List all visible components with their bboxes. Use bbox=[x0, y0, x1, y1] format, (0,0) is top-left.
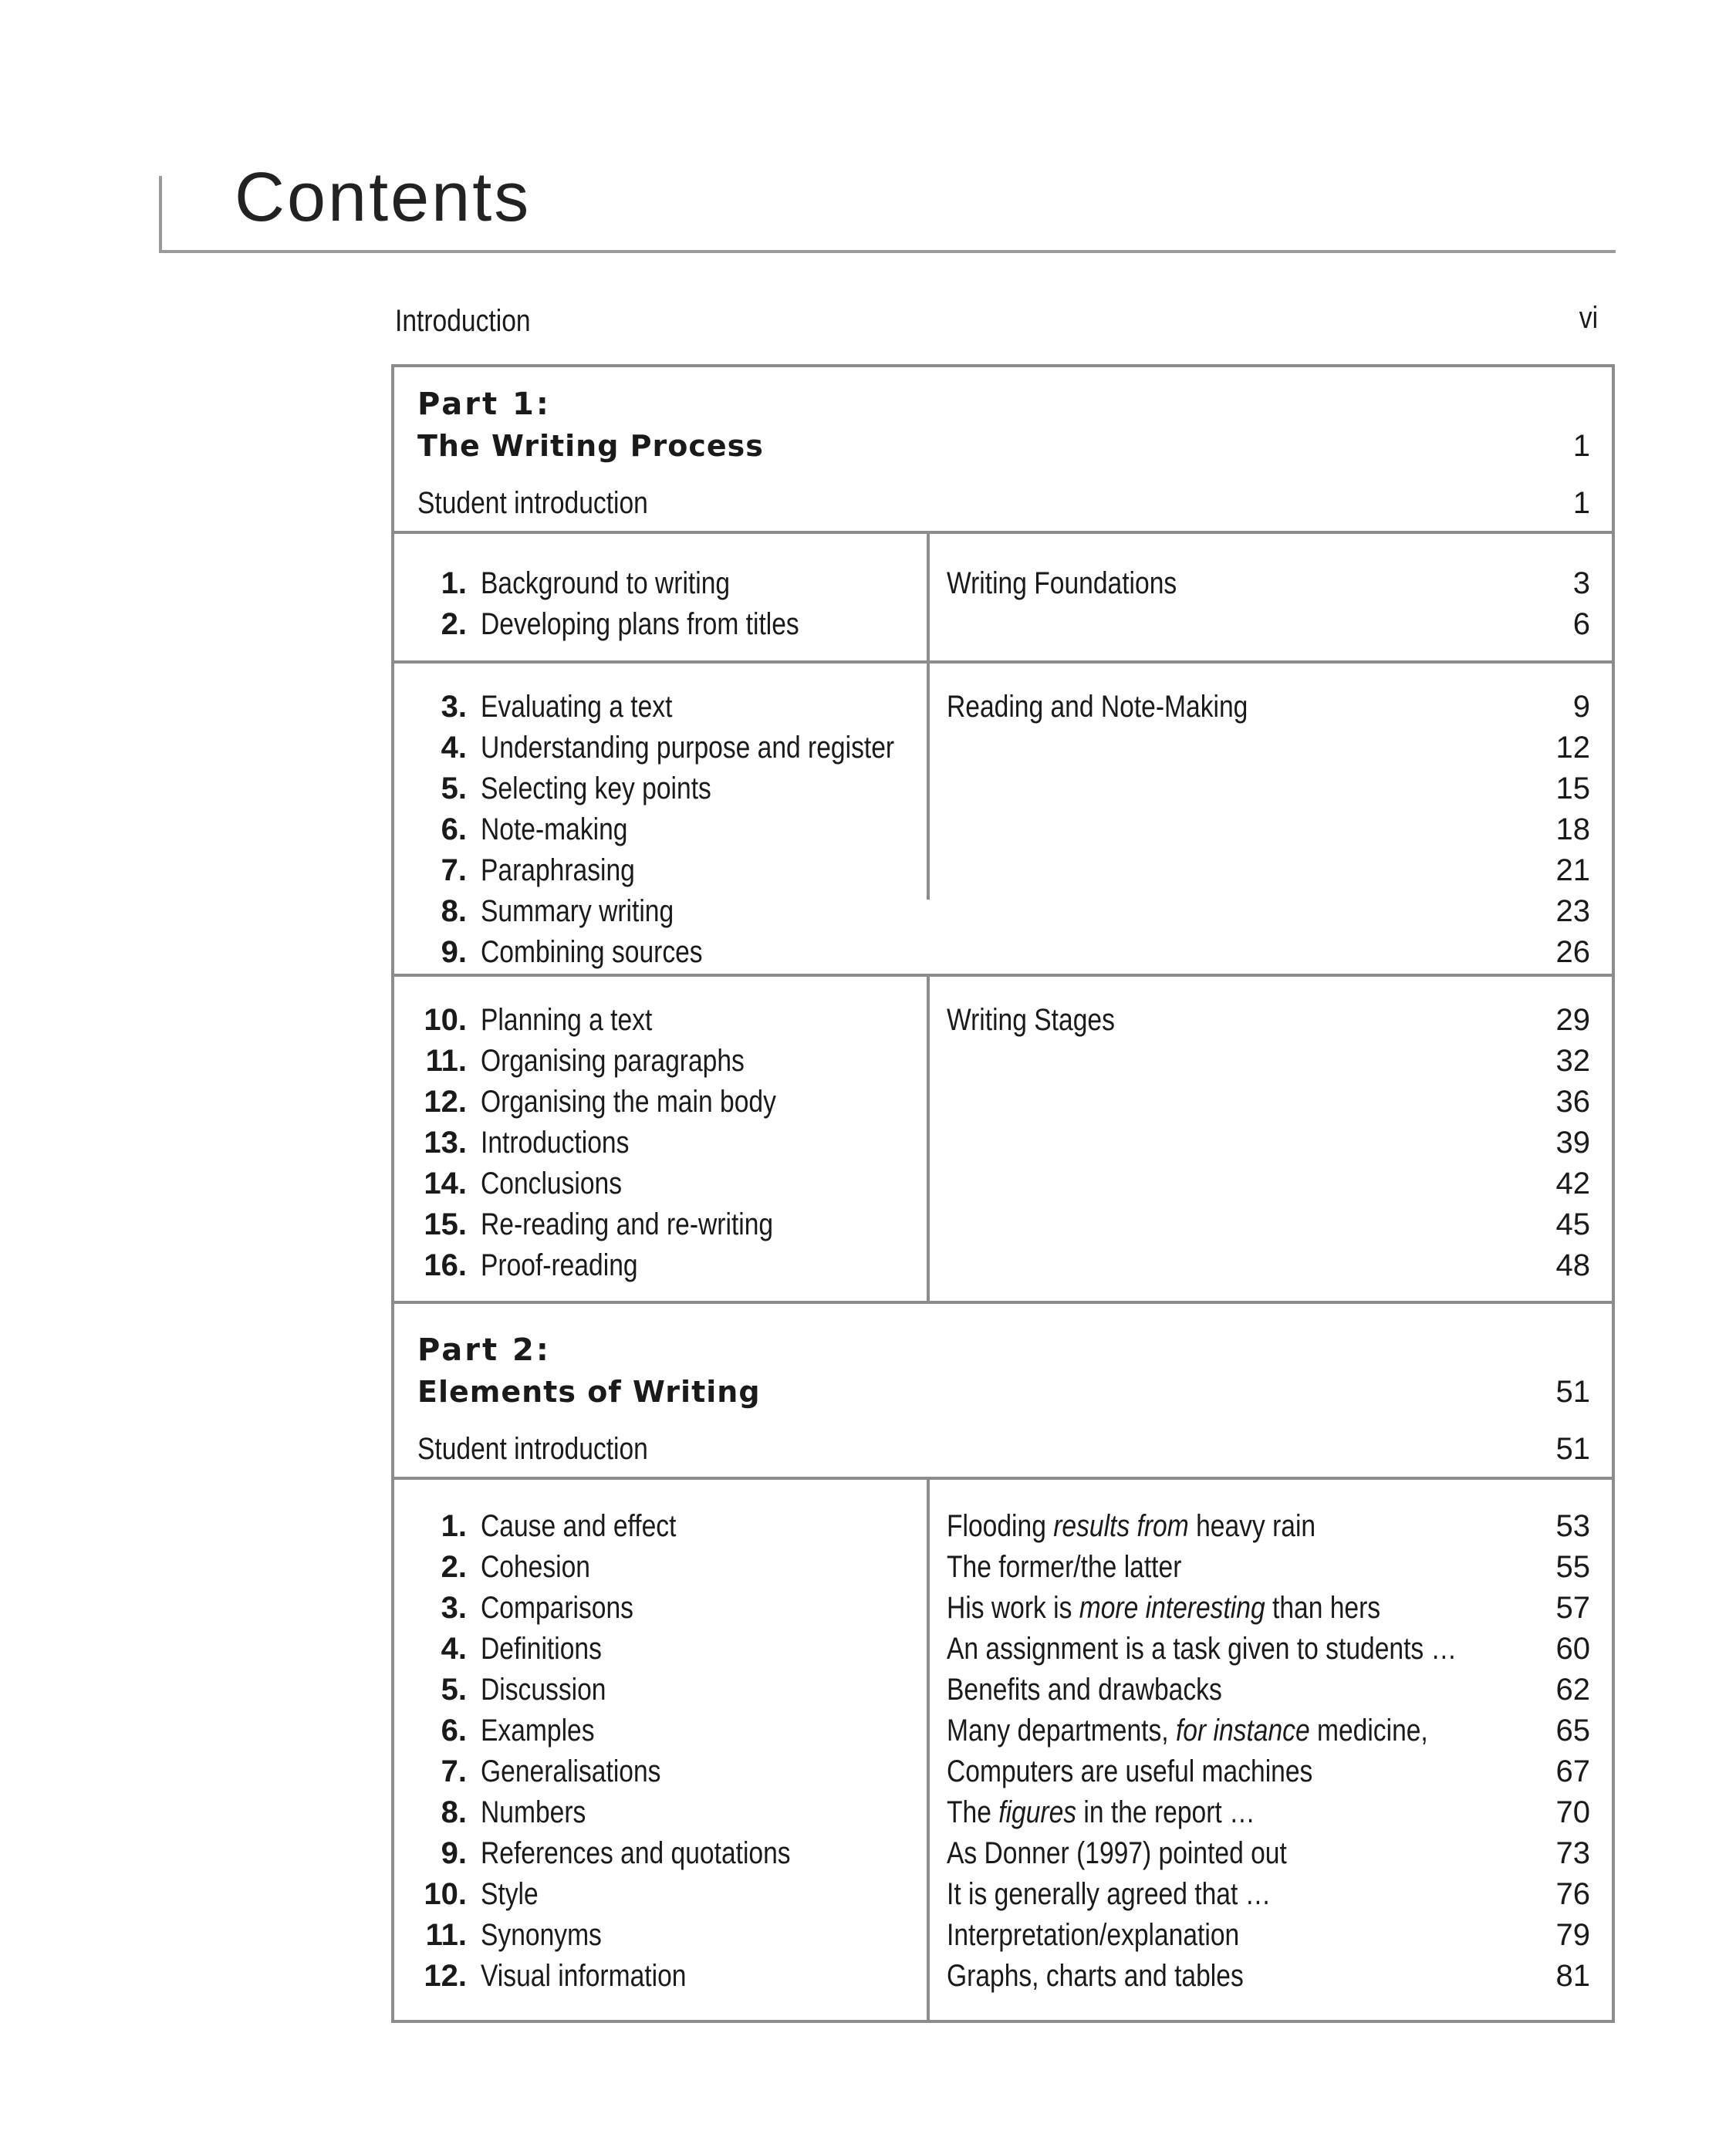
part1-student-intro-page: 1 bbox=[1572, 486, 1590, 520]
toc-row[interactable] bbox=[394, 932, 1612, 973]
chapter-page: 21 bbox=[1555, 853, 1590, 887]
chapter-page: 42 bbox=[1555, 1167, 1590, 1201]
toc-row[interactable] bbox=[394, 1506, 1612, 1547]
chapter-title: Conclusions bbox=[481, 1167, 623, 1201]
toc-row[interactable] bbox=[394, 768, 1612, 809]
chapter-number: 3. bbox=[441, 1591, 467, 1625]
chapter-title: Paraphrasing bbox=[481, 853, 635, 887]
heading-rule-vertical bbox=[159, 176, 162, 253]
toc-row[interactable] bbox=[394, 1751, 1612, 1792]
example-text: His work is bbox=[947, 1591, 1079, 1625]
chapter-title: Visual information bbox=[481, 1959, 687, 1993]
example-emphasis: for instance bbox=[1175, 1714, 1310, 1748]
chapter-title: Understanding purpose and register bbox=[481, 731, 895, 765]
theme-label: Writing Foundations bbox=[947, 566, 1177, 600]
divider bbox=[394, 1477, 1612, 1480]
chapter-number: 6. bbox=[441, 1714, 467, 1748]
divider bbox=[394, 974, 1612, 977]
chapter-number: 4. bbox=[441, 731, 467, 765]
chapter-page: 26 bbox=[1555, 935, 1590, 969]
example-text: Many departments, bbox=[947, 1714, 1176, 1748]
chapter-title: Comparisons bbox=[481, 1591, 633, 1625]
part2-title-page: 51 bbox=[1555, 1375, 1590, 1409]
toc-row[interactable] bbox=[394, 1915, 1612, 1956]
chapter-page: 57 bbox=[1555, 1591, 1590, 1625]
part1-group-writing-foundations bbox=[394, 563, 1612, 645]
toc-row[interactable] bbox=[394, 1245, 1612, 1286]
toc-row[interactable] bbox=[394, 1956, 1612, 1997]
chapter-number: 10. bbox=[424, 1877, 467, 1911]
chapter-page: 62 bbox=[1555, 1673, 1590, 1707]
chapter-example bbox=[947, 1915, 1239, 1956]
chapter-example bbox=[947, 1506, 1316, 1547]
example-text: Interpretation/explanation bbox=[947, 1918, 1240, 1952]
chapter-title: Note-making bbox=[481, 812, 628, 846]
chapter-number: 7. bbox=[441, 1754, 467, 1788]
chapter-number: 6. bbox=[441, 812, 467, 846]
part1-title-page: 1 bbox=[1572, 429, 1590, 463]
chapter-example bbox=[947, 1547, 1181, 1588]
chapter-page: 53 bbox=[1555, 1509, 1590, 1543]
chapter-page: 9 bbox=[1572, 690, 1590, 724]
chapter-title: Synonyms bbox=[481, 1918, 602, 1952]
toc-row[interactable] bbox=[394, 1792, 1612, 1833]
toc-row[interactable] bbox=[394, 1163, 1612, 1204]
chapter-page: 55 bbox=[1555, 1550, 1590, 1584]
toc-row[interactable] bbox=[394, 1082, 1612, 1123]
chapter-example bbox=[947, 1833, 1287, 1874]
chapter-page: 6 bbox=[1572, 607, 1590, 641]
chapter-number: 5. bbox=[441, 772, 467, 805]
divider bbox=[394, 1301, 1612, 1304]
toc-introduction[interactable] bbox=[395, 298, 1599, 344]
divider bbox=[394, 660, 1612, 664]
chapter-title: Selecting key points bbox=[481, 772, 711, 805]
chapter-page: 12 bbox=[1555, 731, 1590, 765]
toc-table bbox=[391, 364, 1615, 2023]
chapter-example bbox=[947, 1629, 1457, 1670]
chapter-title: Introductions bbox=[481, 1126, 630, 1160]
chapter-title: Numbers bbox=[481, 1795, 586, 1829]
toc-row[interactable] bbox=[394, 728, 1612, 768]
example-emphasis: more interesting bbox=[1079, 1591, 1265, 1625]
theme-label: Writing Stages bbox=[947, 1003, 1115, 1037]
example-text: Flooding bbox=[947, 1509, 1054, 1543]
example-emphasis: results from bbox=[1053, 1509, 1189, 1543]
chapter-number: 13. bbox=[424, 1126, 467, 1160]
chapter-page: 39 bbox=[1555, 1126, 1590, 1160]
chapter-title: Organising paragraphs bbox=[481, 1044, 745, 1078]
chapter-title: Evaluating a text bbox=[481, 690, 673, 724]
part1-group-writing-stages bbox=[394, 1000, 1612, 1286]
example-text: Benefits and drawbacks bbox=[947, 1673, 1222, 1707]
chapter-example bbox=[947, 1670, 1222, 1710]
chapter-number: 5. bbox=[441, 1673, 467, 1707]
chapter-page: 67 bbox=[1555, 1754, 1590, 1788]
example-text: than hers bbox=[1265, 1591, 1381, 1625]
chapter-example bbox=[947, 1710, 1428, 1751]
example-text: Computers are useful machines bbox=[947, 1754, 1313, 1788]
chapter-number: 12. bbox=[424, 1085, 467, 1119]
chapter-number: 3. bbox=[441, 690, 467, 724]
chapter-title: Summary writing bbox=[481, 894, 674, 928]
chapter-number: 11. bbox=[425, 1044, 467, 1078]
chapter-title: Style bbox=[481, 1877, 539, 1911]
chapter-number: 2. bbox=[441, 607, 467, 641]
chapter-number: 15. bbox=[424, 1207, 467, 1241]
toc-row[interactable] bbox=[394, 1833, 1612, 1874]
divider bbox=[394, 531, 1612, 534]
toc-row[interactable] bbox=[394, 1710, 1612, 1751]
chapter-title: Definitions bbox=[481, 1632, 602, 1666]
chapter-number: 16. bbox=[424, 1248, 467, 1282]
chapter-title: Re-reading and re-writing bbox=[481, 1207, 774, 1241]
toc-row[interactable] bbox=[394, 1588, 1612, 1629]
chapter-number: 12. bbox=[424, 1959, 467, 1993]
chapter-example bbox=[947, 1874, 1271, 1915]
toc-introduction-page: vi bbox=[1579, 301, 1599, 335]
chapter-page: 45 bbox=[1555, 1207, 1590, 1241]
chapter-page: 32 bbox=[1555, 1044, 1590, 1078]
chapter-title: Proof-reading bbox=[481, 1248, 638, 1282]
part1-title[interactable]: The Writing Process bbox=[417, 429, 764, 463]
chapter-number: 1. bbox=[441, 566, 467, 600]
chapter-page: 60 bbox=[1555, 1632, 1590, 1666]
part1-group-reading-note-making bbox=[394, 687, 1612, 973]
heading-rule-horizontal bbox=[159, 250, 1616, 253]
theme-label: Reading and Note-Making bbox=[947, 690, 1248, 724]
chapter-title: Background to writing bbox=[481, 566, 731, 600]
chapter-number: 11. bbox=[425, 1918, 467, 1952]
chapter-title: Combining sources bbox=[481, 935, 703, 969]
chapter-page: 70 bbox=[1555, 1795, 1590, 1829]
toc-row[interactable] bbox=[394, 1547, 1612, 1588]
chapter-example bbox=[947, 1751, 1312, 1792]
toc-row[interactable] bbox=[394, 687, 1612, 728]
chapter-title: Discussion bbox=[481, 1673, 606, 1707]
chapter-page: 3 bbox=[1572, 566, 1590, 600]
chapter-page: 81 bbox=[1555, 1959, 1590, 1993]
chapter-page: 36 bbox=[1555, 1085, 1590, 1119]
example-text: The former/the latter bbox=[947, 1550, 1182, 1584]
toc-row[interactable] bbox=[394, 1123, 1612, 1163]
toc-row[interactable] bbox=[394, 1000, 1612, 1041]
chapter-page: 73 bbox=[1555, 1836, 1590, 1870]
example-text: Graphs, charts and tables bbox=[947, 1959, 1244, 1993]
toc-row[interactable] bbox=[394, 1670, 1612, 1710]
part2-label: Part 2: bbox=[417, 1332, 551, 1368]
chapter-number: 10. bbox=[424, 1003, 467, 1037]
example-text: medicine, bbox=[1309, 1714, 1428, 1748]
toc-row[interactable] bbox=[394, 1204, 1612, 1245]
page-title: Contents bbox=[235, 159, 532, 236]
example-text: heavy rain bbox=[1188, 1509, 1316, 1543]
toc-row[interactable] bbox=[394, 1629, 1612, 1670]
chapter-page: 76 bbox=[1555, 1877, 1590, 1911]
chapter-page: 29 bbox=[1555, 1003, 1590, 1037]
chapter-number: 4. bbox=[441, 1632, 467, 1666]
chapter-example bbox=[947, 1588, 1380, 1629]
chapter-example bbox=[947, 1792, 1255, 1833]
example-text: As Donner (1997) pointed out bbox=[947, 1836, 1287, 1870]
chapter-number: 9. bbox=[441, 935, 467, 969]
chapter-page: 23 bbox=[1555, 894, 1590, 928]
chapter-page: 65 bbox=[1555, 1714, 1590, 1748]
part1-label: Part 1: bbox=[417, 387, 551, 422]
example-emphasis: figures bbox=[998, 1795, 1077, 1829]
part2-title[interactable]: Elements of Writing bbox=[417, 1375, 761, 1409]
chapter-number: 9. bbox=[441, 1836, 467, 1870]
part2-student-intro-page: 51 bbox=[1555, 1432, 1590, 1466]
part2-student-intro[interactable]: Student introduction bbox=[417, 1432, 648, 1466]
part1-student-intro[interactable]: Student introduction bbox=[417, 486, 648, 520]
example-text: in the report … bbox=[1076, 1795, 1255, 1829]
chapter-title: Examples bbox=[481, 1714, 595, 1748]
chapter-page: 48 bbox=[1555, 1248, 1590, 1282]
chapter-number: 1. bbox=[441, 1509, 467, 1543]
example-text: An assignment is a task given to students … bbox=[947, 1632, 1457, 1666]
chapter-title: Cohesion bbox=[481, 1550, 590, 1584]
example-text: It is generally agreed that … bbox=[947, 1877, 1272, 1911]
toc-row[interactable] bbox=[394, 563, 1612, 604]
chapter-page: 15 bbox=[1555, 772, 1590, 805]
chapter-number: 14. bbox=[424, 1167, 467, 1201]
chapter-number: 2. bbox=[441, 1550, 467, 1584]
toc-row[interactable] bbox=[394, 809, 1612, 850]
chapter-number: 8. bbox=[441, 894, 467, 928]
toc-row[interactable] bbox=[394, 604, 1612, 645]
chapter-page: 18 bbox=[1555, 812, 1590, 846]
toc-row[interactable] bbox=[394, 1041, 1612, 1082]
chapter-title: Organising the main body bbox=[481, 1085, 776, 1119]
example-text: The bbox=[947, 1795, 999, 1829]
part2-items bbox=[394, 1506, 1612, 1997]
chapter-title: Developing plans from titles bbox=[481, 607, 799, 641]
chapter-title: Generalisations bbox=[481, 1754, 661, 1788]
chapter-page: 79 bbox=[1555, 1918, 1590, 1952]
toc-introduction-label: Introduction bbox=[395, 304, 531, 338]
toc-row[interactable] bbox=[394, 850, 1612, 891]
chapter-number: 7. bbox=[441, 853, 467, 887]
chapter-number: 8. bbox=[441, 1795, 467, 1829]
chapter-title: References and quotations bbox=[481, 1836, 791, 1870]
toc-row[interactable] bbox=[394, 891, 1612, 932]
chapter-example bbox=[947, 1956, 1244, 1997]
toc-row[interactable] bbox=[394, 1874, 1612, 1915]
chapter-title: Cause and effect bbox=[481, 1509, 677, 1543]
chapter-title: Planning a text bbox=[481, 1003, 653, 1037]
